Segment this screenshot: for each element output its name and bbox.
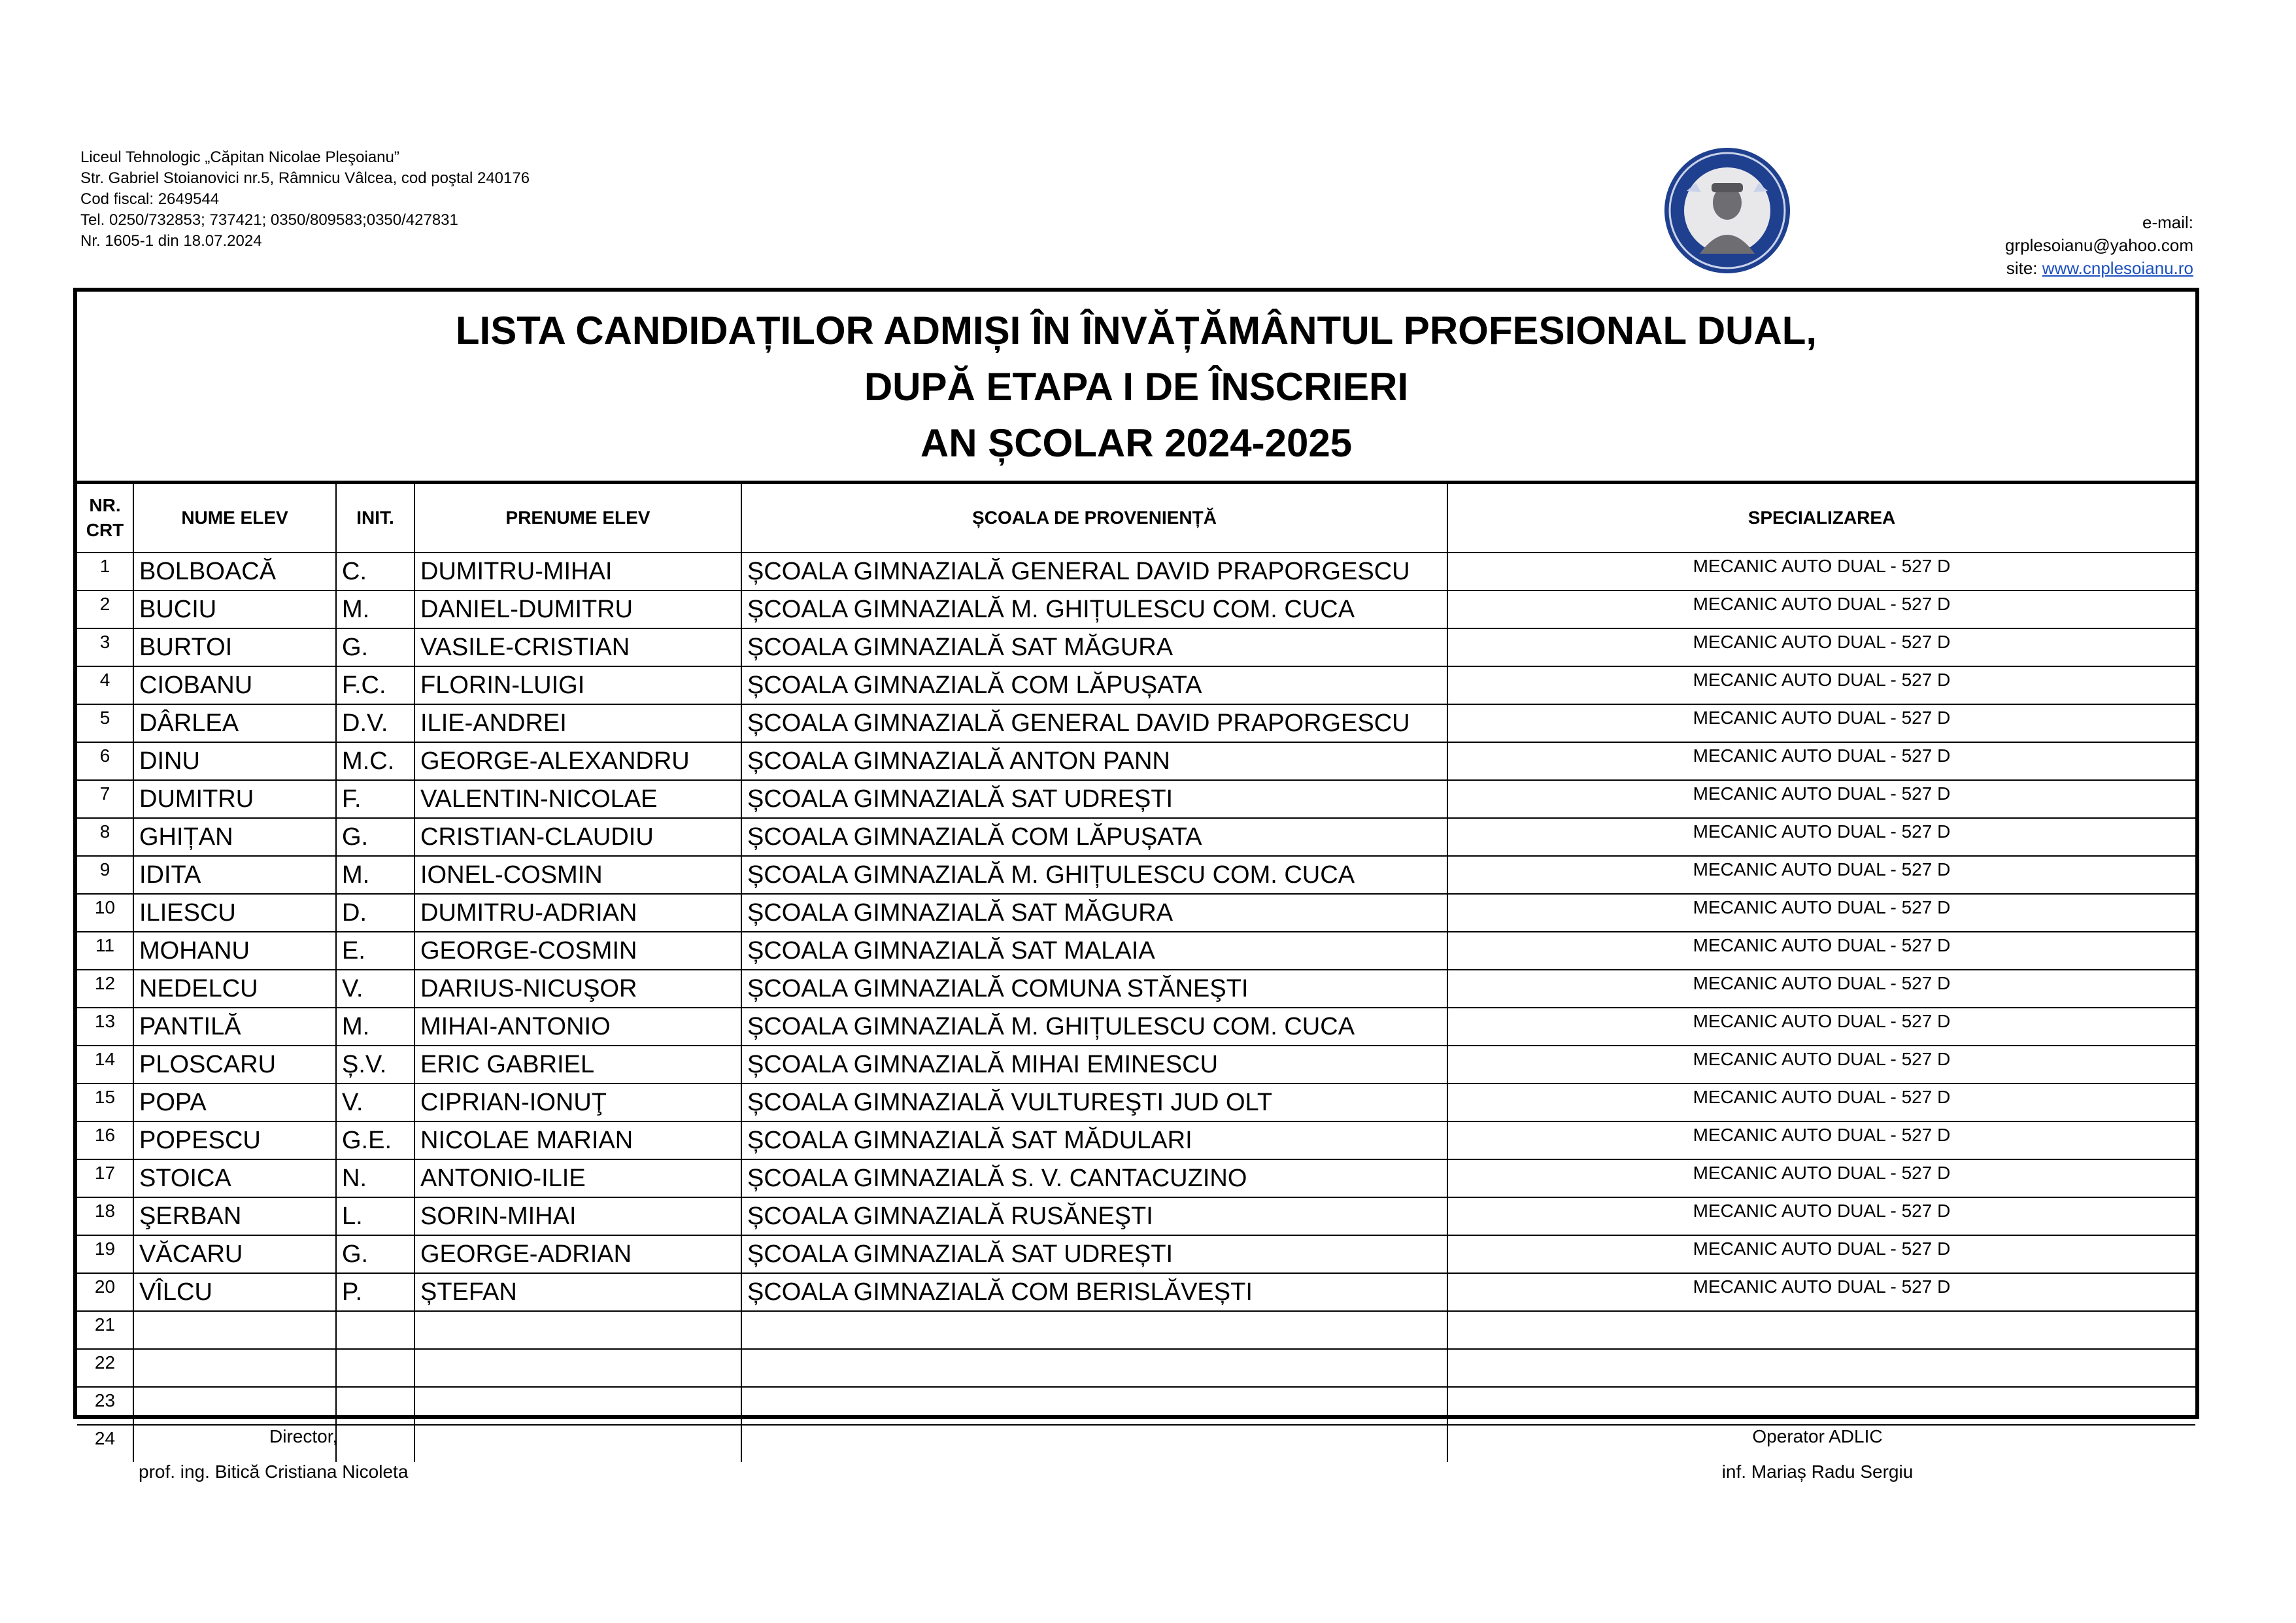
table-row xyxy=(77,553,2195,590)
cell-nr: 19 xyxy=(77,1235,133,1273)
table-row xyxy=(77,666,2195,704)
table-row xyxy=(77,1235,2195,1273)
cell-nr: 15 xyxy=(77,1084,133,1121)
cell-nr: 8 xyxy=(77,818,133,856)
director-signature xyxy=(105,1419,601,1490)
cell-specializare: MECANIC AUTO DUAL - 527 D xyxy=(1447,1197,2195,1235)
cell-init: M. xyxy=(336,590,414,628)
cell-prenume: MIHAI-ANTONIO xyxy=(414,1008,741,1046)
cell-nume: PLOSCARU xyxy=(133,1046,336,1084)
cell-prenume: FLORIN-LUIGI xyxy=(414,666,741,704)
cell-scoala: ȘCOALA GIMNAZIALĂ SAT MALAIA xyxy=(741,932,1447,970)
cell-specializare: MECANIC AUTO DUAL - 527 D xyxy=(1447,704,2195,742)
cell-prenume: SORIN-MIHAI xyxy=(414,1197,741,1235)
cell-specializare: MECANIC AUTO DUAL - 527 D xyxy=(1447,818,2195,856)
cell-init: L. xyxy=(336,1197,414,1235)
site-label: site: xyxy=(2006,258,2042,278)
cell-nr: 6 xyxy=(77,742,133,780)
cell-scoala: ȘCOALA GIMNAZIALĂ VULTUREŞTI JUD OLT xyxy=(741,1084,1447,1121)
cell-scoala: ȘCOALA GIMNAZIALĂ SAT MĂGURA xyxy=(741,628,1447,666)
cell-init: M. xyxy=(336,1008,414,1046)
cell-nr: 13 xyxy=(77,1008,133,1046)
table-row xyxy=(77,590,2195,628)
cell-prenume: DUMITRU-MIHAI xyxy=(414,553,741,590)
cell-specializare: MECANIC AUTO DUAL - 527 D xyxy=(1447,780,2195,818)
cell-init: M.C. xyxy=(336,742,414,780)
cell-nume: GHIȚAN xyxy=(133,818,336,856)
table-row xyxy=(77,1349,2195,1387)
cell-init: D.V. xyxy=(336,704,414,742)
table-row xyxy=(77,742,2195,780)
cell-nume: POPA xyxy=(133,1084,336,1121)
cell-nume: DINU xyxy=(133,742,336,780)
cell-nr: 1 xyxy=(77,553,133,590)
cell-nume: ILIESCU xyxy=(133,894,336,932)
cell-specializare: MECANIC AUTO DUAL - 527 D xyxy=(1447,894,2195,932)
table-row xyxy=(77,970,2195,1008)
cell-init: C. xyxy=(336,553,414,590)
table-row xyxy=(77,932,2195,970)
cell-specializare: MECANIC AUTO DUAL - 527 D xyxy=(1447,932,2195,970)
cell-nr: 12 xyxy=(77,970,133,1008)
cell-scoala: ȘCOALA GIMNAZIALĂ SAT UDREȘTI xyxy=(741,1235,1447,1273)
cell-specializare xyxy=(1447,1349,2195,1387)
cell-init: D. xyxy=(336,894,414,932)
cell-nume: BUCIU xyxy=(133,590,336,628)
cell-nr: 7 xyxy=(77,780,133,818)
cell-scoala: ȘCOALA GIMNAZIALĂ ANTON PANN xyxy=(741,742,1447,780)
col-header-init: INIT. xyxy=(336,484,414,553)
cell-specializare: MECANIC AUTO DUAL - 527 D xyxy=(1447,628,2195,666)
cell-nume: MOHANU xyxy=(133,932,336,970)
cell-init xyxy=(336,1311,414,1349)
table-row xyxy=(77,1159,2195,1197)
cell-specializare: MECANIC AUTO DUAL - 527 D xyxy=(1447,856,2195,894)
cell-specializare: MECANIC AUTO DUAL - 527 D xyxy=(1447,970,2195,1008)
cell-scoala: ȘCOALA GIMNAZIALĂ GENERAL DAVID PRAPORGESCU xyxy=(741,553,1447,590)
cell-scoala: ȘCOALA GIMNAZIALĂ MIHAI EMINESCU xyxy=(741,1046,1447,1084)
cell-nr: 23 xyxy=(77,1387,133,1425)
cell-prenume: VALENTIN-NICOLAE xyxy=(414,780,741,818)
cell-nume xyxy=(133,1349,336,1387)
cell-prenume: NICOLAE MARIAN xyxy=(414,1121,741,1159)
cell-nr: 3 xyxy=(77,628,133,666)
cell-prenume: CIPRIAN-IONUŢ xyxy=(414,1084,741,1121)
cell-scoala: ȘCOALA GIMNAZIALĂ GENERAL DAVID PRAPORGESCU xyxy=(741,704,1447,742)
cell-prenume: IONEL-COSMIN xyxy=(414,856,741,894)
registration-number: Nr. 1605-1 din 18.07.2024 xyxy=(80,232,262,250)
cell-nr: 20 xyxy=(77,1273,133,1311)
cell-init xyxy=(336,1349,414,1387)
table-row xyxy=(77,856,2195,894)
cell-scoala: ȘCOALA GIMNAZIALĂ M. GHIȚULESCU COM. CUCA xyxy=(741,590,1447,628)
cell-scoala xyxy=(741,1387,1447,1425)
cell-init: G.E. xyxy=(336,1121,414,1159)
title-line-1: LISTA CANDIDAȚILOR ADMIȘI ÎN ÎNVĂȚĂMÂNTUL PROFESIONAL DUAL, xyxy=(455,308,1817,352)
cell-nr: 18 xyxy=(77,1197,133,1235)
cell-prenume xyxy=(414,1349,741,1387)
cell-specializare: MECANIC AUTO DUAL - 527 D xyxy=(1447,1008,2195,1046)
cell-scoala: ȘCOALA GIMNAZIALĂ COM LĂPUȘATA xyxy=(741,666,1447,704)
cell-nr: 16 xyxy=(77,1121,133,1159)
cell-specializare: MECANIC AUTO DUAL - 527 D xyxy=(1447,1046,2195,1084)
cell-prenume: DUMITRU-ADRIAN xyxy=(414,894,741,932)
cell-prenume: GEORGE-COSMIN xyxy=(414,932,741,970)
cell-init: G. xyxy=(336,818,414,856)
cell-prenume: DANIEL-DUMITRU xyxy=(414,590,741,628)
cell-specializare: MECANIC AUTO DUAL - 527 D xyxy=(1447,1121,2195,1159)
cell-specializare: MECANIC AUTO DUAL - 527 D xyxy=(1447,666,2195,704)
site-line xyxy=(2005,257,2193,280)
cell-nume: VÎLCU xyxy=(133,1273,336,1311)
cell-prenume: GEORGE-ADRIAN xyxy=(414,1235,741,1273)
table-row xyxy=(77,780,2195,818)
table-row xyxy=(77,1084,2195,1121)
email-label: e-mail: xyxy=(2142,213,2193,232)
cell-nr: 5 xyxy=(77,704,133,742)
cell-init: G. xyxy=(336,628,414,666)
site-link[interactable]: www.cnplesoianu.ro xyxy=(2042,258,2193,278)
table-row xyxy=(77,894,2195,932)
cell-scoala xyxy=(741,1311,1447,1349)
cell-nume: POPESCU xyxy=(133,1121,336,1159)
cell-init: F. xyxy=(336,780,414,818)
cell-init: V. xyxy=(336,970,414,1008)
cell-init: P. xyxy=(336,1273,414,1311)
school-seal-icon xyxy=(1662,145,1793,276)
cell-prenume: CRISTIAN-CLAUDIU xyxy=(414,818,741,856)
cell-nr: 22 xyxy=(77,1349,133,1387)
cell-scoala: ȘCOALA GIMNAZIALĂ M. GHIȚULESCU COM. CUCA xyxy=(741,1008,1447,1046)
table-header-row xyxy=(77,484,2195,553)
cell-init: E. xyxy=(336,932,414,970)
cell-scoala: ȘCOALA GIMNAZIALĂ COM BERISLĂVEȘTI xyxy=(741,1273,1447,1311)
cell-scoala: ȘCOALA GIMNAZIALĂ COMUNA STĂNEŞTI xyxy=(741,970,1447,1008)
cell-nr: 21 xyxy=(77,1311,133,1349)
cell-init: G. xyxy=(336,1235,414,1273)
cell-init: V. xyxy=(336,1084,414,1121)
cell-scoala: ȘCOALA GIMNAZIALĂ SAT MĂDULARI xyxy=(741,1121,1447,1159)
cell-nume: ŞERBAN xyxy=(133,1197,336,1235)
cell-prenume xyxy=(414,1311,741,1349)
cell-nume: CIOBANU xyxy=(133,666,336,704)
fiscal-code: Cod fiscal: 2649544 xyxy=(80,190,220,208)
cell-scoala: ȘCOALA GIMNAZIALĂ COM LĂPUȘATA xyxy=(741,818,1447,856)
cell-prenume: GEORGE-ALEXANDRU xyxy=(414,742,741,780)
cell-prenume: VASILE-CRISTIAN xyxy=(414,628,741,666)
contact-block xyxy=(2005,211,2193,280)
cell-specializare: MECANIC AUTO DUAL - 527 D xyxy=(1447,590,2195,628)
cell-nr: 10 xyxy=(77,894,133,932)
title-line-2: DUPĂ ETAPA I DE ÎNSCRIERI xyxy=(864,364,1409,409)
institution-header xyxy=(80,147,530,252)
cell-specializare: MECANIC AUTO DUAL - 527 D xyxy=(1447,553,2195,590)
cell-scoala xyxy=(741,1425,1447,1462)
cell-nume: BURTOI xyxy=(133,628,336,666)
institution-name: Liceul Tehnologic „Căpitan Nicolae Pleşoianu” xyxy=(80,148,399,166)
cell-nr: 11 xyxy=(77,932,133,970)
cell-nr: 17 xyxy=(77,1159,133,1197)
operator-signature xyxy=(1621,1419,2014,1490)
cell-nume: BOLBOACĂ xyxy=(133,553,336,590)
cell-init: F.C. xyxy=(336,666,414,704)
cell-prenume: ȘTEFAN xyxy=(414,1273,741,1311)
table-row xyxy=(77,628,2195,666)
col-header-specializare: SPECIALIZAREA xyxy=(1447,484,2195,553)
cell-nr: 14 xyxy=(77,1046,133,1084)
table-row xyxy=(77,818,2195,856)
table-row xyxy=(77,1197,2195,1235)
cell-nume: IDITA xyxy=(133,856,336,894)
cell-specializare: MECANIC AUTO DUAL - 527 D xyxy=(1447,1273,2195,1311)
cell-scoala xyxy=(741,1349,1447,1387)
col-header-nr: NR. CRT xyxy=(77,484,133,553)
table-row xyxy=(77,1311,2195,1349)
table-row xyxy=(77,1273,2195,1311)
cell-nume: STOICA xyxy=(133,1159,336,1197)
cell-specializare: MECANIC AUTO DUAL - 527 D xyxy=(1447,1084,2195,1121)
cell-init: N. xyxy=(336,1159,414,1197)
cell-prenume: ERIC GABRIEL xyxy=(414,1046,741,1084)
director-name: prof. ing. Bitică Cristiana Nicoleta xyxy=(139,1461,409,1482)
col-header-prenume: PRENUME ELEV xyxy=(414,484,741,553)
page-title xyxy=(77,292,2195,484)
cell-scoala: ȘCOALA GIMNAZIALĂ SAT UDREȘTI xyxy=(741,780,1447,818)
cell-nume: NEDELCU xyxy=(133,970,336,1008)
cell-scoala: ȘCOALA GIMNAZIALĂ S. V. CANTACUZINO xyxy=(741,1159,1447,1197)
table-row xyxy=(77,1046,2195,1084)
cell-nume: PANTILĂ xyxy=(133,1008,336,1046)
cell-nr: 9 xyxy=(77,856,133,894)
cell-specializare: MECANIC AUTO DUAL - 527 D xyxy=(1447,1235,2195,1273)
email-address: grplesoianu@yahoo.com xyxy=(2004,235,2193,255)
cell-init: Ș.V. xyxy=(336,1046,414,1084)
table-row xyxy=(77,704,2195,742)
cell-prenume: DARIUS-NICUŞOR xyxy=(414,970,741,1008)
operator-name: inf. Mariaș Radu Sergiu xyxy=(1721,1461,1914,1482)
cell-specializare xyxy=(1447,1311,2195,1349)
cell-prenume: ILIE-ANDREI xyxy=(414,704,741,742)
cell-nr: 2 xyxy=(77,590,133,628)
col-header-nume: NUME ELEV xyxy=(133,484,336,553)
cell-specializare: MECANIC AUTO DUAL - 527 D xyxy=(1447,1159,2195,1197)
cell-prenume: ANTONIO-ILIE xyxy=(414,1159,741,1197)
cell-specializare: MECANIC AUTO DUAL - 527 D xyxy=(1447,742,2195,780)
title-line-3: AN ȘCOLAR 2024-2025 xyxy=(920,420,1353,465)
cell-nr: 4 xyxy=(77,666,133,704)
table-row xyxy=(77,1008,2195,1046)
director-role: Director, xyxy=(269,1426,338,1446)
cell-nume xyxy=(133,1311,336,1349)
cell-nume: DÂRLEA xyxy=(133,704,336,742)
table-row xyxy=(77,1121,2195,1159)
cell-scoala: ȘCOALA GIMNAZIALĂ M. GHIȚULESCU COM. CUCA xyxy=(741,856,1447,894)
cell-nume: DUMITRU xyxy=(133,780,336,818)
cell-scoala: ȘCOALA GIMNAZIALĂ SAT MĂGURA xyxy=(741,894,1447,932)
cell-init: M. xyxy=(336,856,414,894)
cell-nr: 24 xyxy=(77,1425,133,1462)
cell-nume: VĂCARU xyxy=(133,1235,336,1273)
institution-address: Str. Gabriel Stoianovici nr.5, Râmnicu Vâlcea, cod poştal 240176 xyxy=(80,169,530,187)
cell-scoala: ȘCOALA GIMNAZIALĂ RUSĂNEŞTI xyxy=(741,1197,1447,1235)
candidates-table xyxy=(77,484,2195,1462)
phone-numbers: Tel. 0250/732853; 737421; 0350/809583;0350/427831 xyxy=(80,211,458,229)
col-header-scoala: ȘCOALA DE PROVENIENȚĂ xyxy=(741,484,1447,553)
operator-role: Operator ADLIC xyxy=(1752,1426,1883,1446)
